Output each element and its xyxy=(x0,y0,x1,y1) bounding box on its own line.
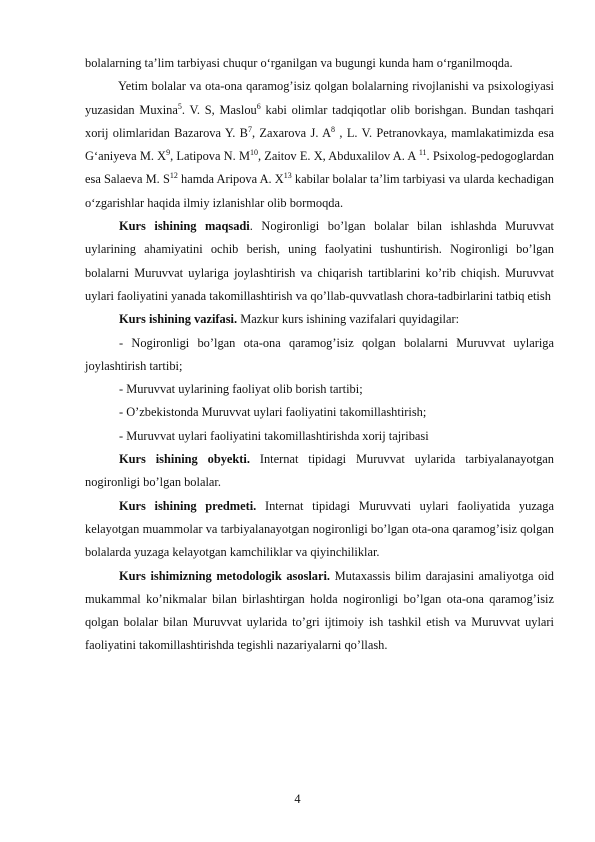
footnote-ref-7[interactable]: 7 xyxy=(247,124,252,134)
text-segment: , Zaxarova J. A xyxy=(251,125,332,140)
text-segment: , Zaitov E. X, Abduxalilov A. A xyxy=(257,149,419,164)
text-segment: . Psixolog-pedogoglardan esa Salaeva M. S xyxy=(85,149,554,187)
text-segment: Yetim bolalar va ota-ona qaramog’isiz qolgan bolalarning rivojlanishi va psixologiyasi yuzasidan Muxina xyxy=(85,79,554,117)
tasks-text: Mazkur kurs ishining vazifalari quyidagilar: xyxy=(237,312,460,327)
paragraph-object xyxy=(85,448,554,495)
text-segment: , L. V. Petranovkaya, mamlakatimizda esa G‘aniyeva M. X xyxy=(85,125,555,164)
footnote-ref-6[interactable]: 6 xyxy=(256,101,261,111)
document-page xyxy=(85,52,554,658)
text-segment: kabi olimlar tadqiqotlar olib borishgan. Bundan tashqari xorij olimlaridan Bazarova Y. B xyxy=(85,102,554,140)
paragraph-tasks xyxy=(85,308,554,331)
list-item: - Nogironligi bo’lgan ota-ona qaramog’isiz qolgan bolalarni Muruvvat uylariga joylashtirish tartibi; xyxy=(85,335,554,373)
paragraph-literature-review xyxy=(85,75,554,215)
text-segment: kabilar bolalar ta’lim tarbiyasi va ularda kechadigan o‘zgarishlar haqida ilmiy izlanishlar olib bormoqda. xyxy=(85,172,554,210)
footnote-ref-13[interactable]: 13 xyxy=(283,171,292,181)
list-item: - Muruvvat uylari faoliyatini takomillashtirishda xorij tajribasi xyxy=(119,428,429,443)
heading-goal: Kurs ishining maqsadi xyxy=(119,219,250,234)
paragraph-methodology xyxy=(85,565,554,658)
object-text: Internat tipidagi Muruvvat uylarida tarbiyalanayotgan nogironligi bo’lgan bolalar. xyxy=(85,452,554,490)
heading-tasks: Kurs ishining vazifasi. xyxy=(119,312,238,327)
paragraph-goal xyxy=(85,215,554,308)
page-number: 4 xyxy=(294,792,301,806)
heading-methodology: Kurs ishimizning metodologik asoslari. xyxy=(119,568,331,583)
footnote-ref-11[interactable]: 11 xyxy=(418,148,427,158)
text-segment: . V. S, Maslou xyxy=(181,102,257,117)
paragraph-intro-continuation: bolalarning ta’lim tarbiyasi chuqur o‘rganilgan va bugungi kunda ham o‘rganilmoqda. xyxy=(85,56,513,70)
footnote-ref-9[interactable]: 9 xyxy=(166,148,171,158)
text-segment: , Latipova N. M xyxy=(170,149,250,164)
text-segment: hamda Aripova A. X xyxy=(177,172,284,187)
list-item: - Muruvvat uylarining faoliyat olib borish tartibi; xyxy=(119,382,363,397)
methodology-text: Mutaxassis bilim darajasini amaliyotga oid mukammal ko’nikmalar bilan birlashtirgan holda nogironligi bo’lgan ota-ona qaramog’isiz qolgan bolalar bilan Muruvvat uylarida to’gri ijtimoiy ish tashkil etish va Muruvvat uylari faoliyatini takomillashtirishda tegishli nazariyalarni qo’llash. xyxy=(85,568,554,653)
footnote-ref-8[interactable]: 8 xyxy=(331,124,336,134)
heading-subject: Kurs ishining predmeti. xyxy=(119,498,257,513)
footnote-ref-5[interactable]: 5 xyxy=(177,101,182,111)
heading-object: Kurs ishining obyekti. xyxy=(119,452,250,467)
footnote-ref-12[interactable]: 12 xyxy=(169,171,178,181)
footnote-ref-10[interactable]: 10 xyxy=(249,148,258,158)
list-item: - O’zbekistonda Muruvvat uylari faoliyatini takomillashtirish; xyxy=(119,405,427,420)
subject-text: Internat tipidagi Muruvvati uylari faoliyatida yuzaga kelayotgan muammolar va tarbiyalanayotgan nogironligi bo’lgan ota-ona qaramog’isiz qolgan bolalarda yuzaga kelayotgan kamchiliklar va qiyinchiliklar. xyxy=(85,498,555,560)
goal-text: . Nogironligi bo’lgan bolalar bilan ishlashda Muruvvat uylarining ahamiyatini ochib berish, uning faolyatini tushuntirish. Nogironligi bo’lgan bolalarni Muruvvat uylariga joylashtirish va chiqarish tartiblarini ko’rib chiqish. Muruvvat uylari faoliyatini yanada takomillashtirish va qo’llab-quvvatlash chora-tadbirlarini tatbiq etish xyxy=(85,219,555,303)
paragraph-subject xyxy=(85,495,554,565)
